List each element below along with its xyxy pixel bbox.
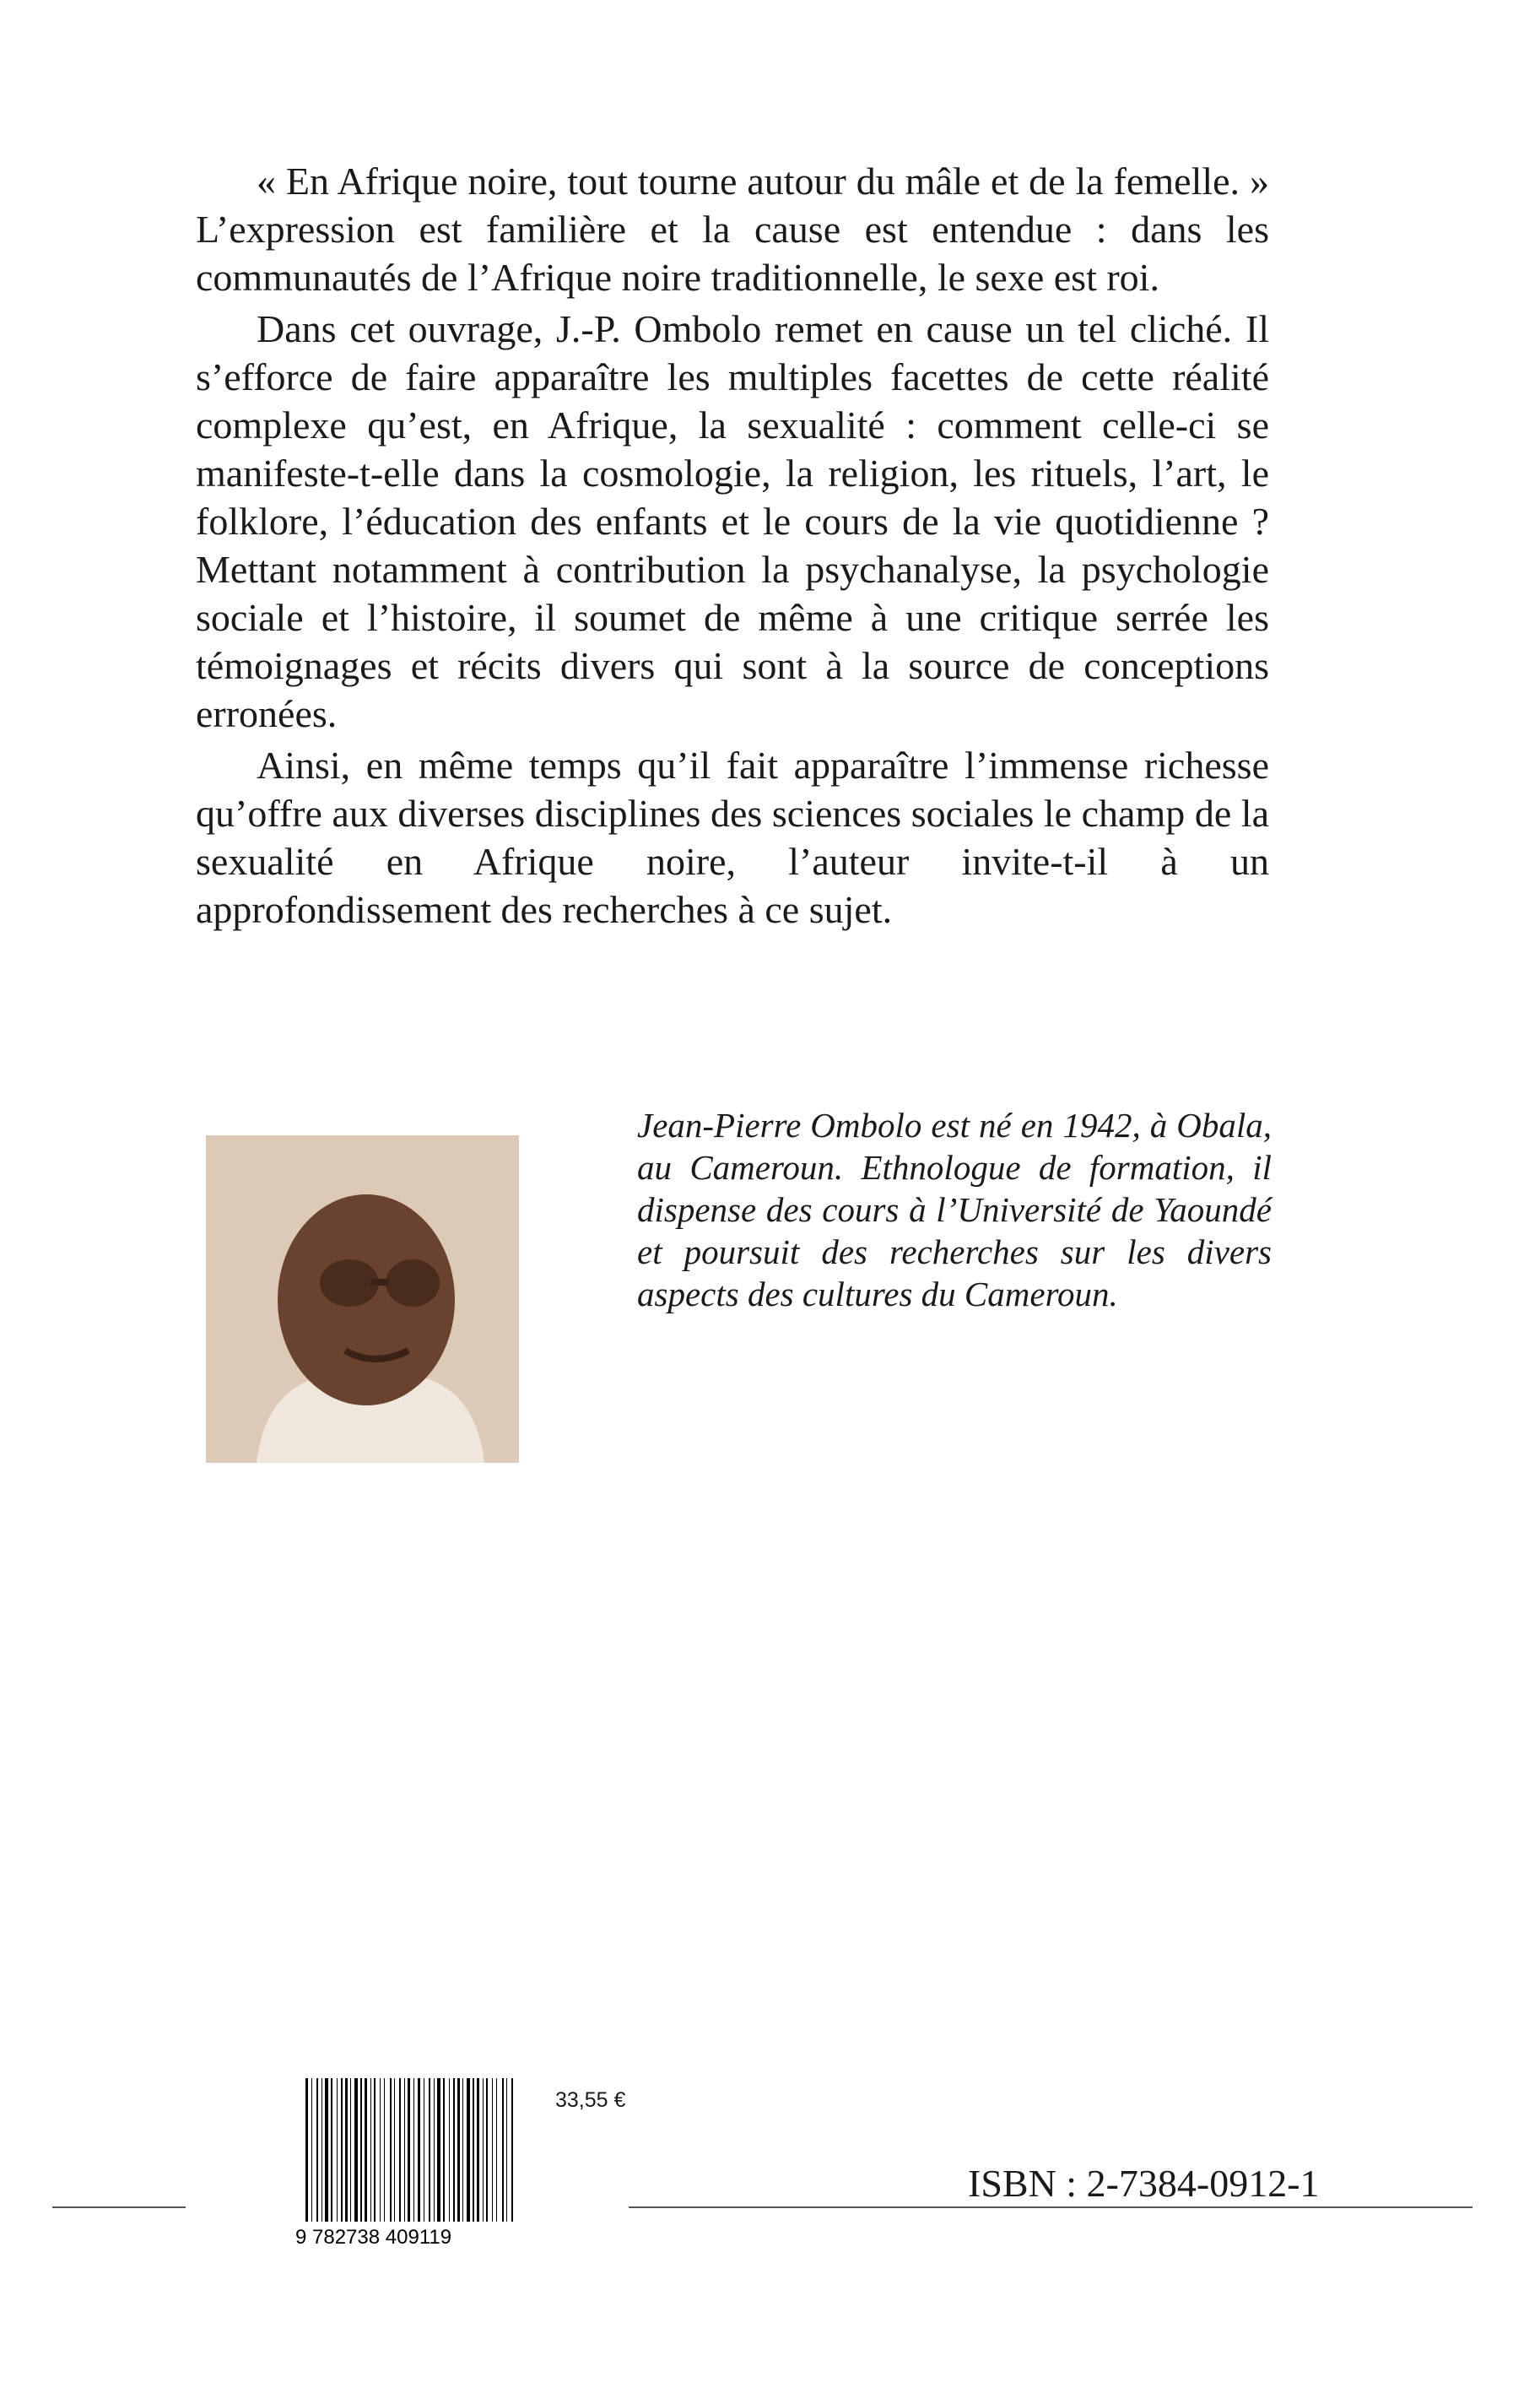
barcode-digits: 9 782738 409119 [295,2226,452,2247]
blurb-paragraph-3: Ainsi, en même temps qu’il fait apparaître l’immense richesse qu’offre aux diverses disciplines des sciences sociales le champ de la sexualité en Afrique noire, l’auteur invite-t-il à un approfondissement des recherches à ce sujet. [196,744,1269,931]
author-bio: Jean-Pierre Ombolo est né en 1942, à Obala, au Cameroun. Ethnologue de formation, il dispense des cours à l’Université de Yaoundé et poursuit des recherches sur les divers aspects des cultures du Cameroun. [637,1106,1272,1313]
blurb-text [196,157,1269,937]
isbn: ISBN : 2-7384-0912-1 [968,2162,1320,2205]
blurb-paragraph-1: « En Afrique noire, tout tourne autour du mâle et de la femelle. » L’expression est familière et la cause est entendue : dans les communautés de l’Afrique noire traditionnelle, le sexe est roi. [196,160,1269,299]
barcode [295,2078,519,2247]
divider-left [52,2206,186,2208]
blurb-paragraph-2: Dans cet ouvrage, J.-P. Ombolo remet en cause un tel cliché. Il s’efforce de faire apparaître les multiples facettes de cette réalité complexe qu’est, en Afrique, la sexualité : comment celle-ci se manifeste-t-elle dans la cosmologie, la religion, les rituels, l’art, le folklore, l’éducation des enfants et le cours de la vie quotidienne ? Mettant notamment à contribution la psychanalyse, la psychologie sociale et l’histoire, il soumet de même à une critique serrée les témoignages et récits divers qui sont à la source de conceptions erronées. [196,307,1269,735]
author-photo [206,1135,519,1463]
price: 33,55 € [555,2088,626,2112]
divider-right [629,2206,1472,2208]
